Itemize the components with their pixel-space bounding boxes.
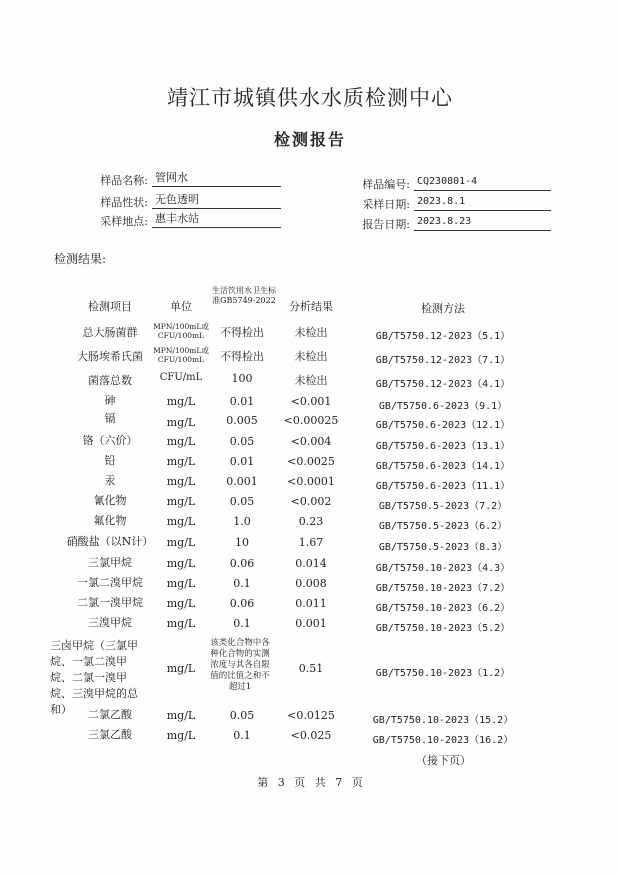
cell-item: 铬（六价） (82, 434, 138, 447)
cell-unit: mg/L (166, 577, 196, 590)
results-label: 检测结果: (54, 252, 107, 266)
cell-method: GB/T5750.10-2023（16.2） (372, 735, 514, 746)
organization-title: 靖江市城镇供水水质检测中心 (167, 86, 453, 110)
cell-method: GB/T5750.10-2023（5.2） (375, 623, 511, 634)
cell-method: GB/T5750.12-2023（7.1） (375, 355, 511, 366)
cell-unit: mg/L (166, 475, 196, 488)
column-header-method: 检测方法 (421, 302, 465, 315)
cell-unit: mg/L (166, 395, 196, 408)
cell-result: <0.002 (290, 495, 332, 508)
cell-standard: 该类化合物中各种化合物的实测浓度与其各自限值的比值之和不超过1 (210, 638, 270, 692)
cell-unit: mg/L (166, 597, 196, 610)
sample-name-value: 管网水 (152, 170, 281, 187)
sample-state-value: 无色透明 (152, 192, 281, 209)
cell-item: 三氯乙酸 (88, 728, 132, 741)
sample-date-label: 采样日期: (362, 198, 410, 211)
page-number: 第 3 页 共 7 页 (257, 776, 363, 789)
continued-note: （接下页） (416, 754, 471, 767)
cell-item: 三卤甲烷（三氯甲烷、一氯二溴甲烷、二氯一溴甲烷、三溴甲烷的总和） (50, 639, 138, 716)
cell-standard: 0.01 (229, 395, 255, 408)
cell-method: GB/T5750.6-2023（12.1） (375, 420, 511, 431)
cell-item: 镉 (104, 412, 116, 425)
cell-unit: CFU/mL (159, 372, 203, 383)
cell-item: 二氯一溴甲烷 (77, 596, 143, 609)
cell-item: 氟化物 (93, 514, 127, 527)
cell-unit: mg/L (166, 416, 196, 429)
cell-method: GB/T5750.5-2023（6.2） (378, 521, 508, 532)
cell-item: 大肠埃希氏菌 (77, 350, 143, 363)
cell-standard: 0.005 (226, 414, 258, 427)
cell-method: GB/T5750.10-2023（1.2） (375, 668, 511, 679)
cell-standard: 0.1 (233, 729, 251, 742)
sample-state-label: 样品性状: (100, 196, 148, 209)
cell-item: 汞 (104, 474, 116, 487)
cell-standard: 0.05 (229, 435, 255, 448)
cell-unit: mg/L (166, 709, 196, 722)
cell-item: 三氯甲烷 (88, 556, 132, 569)
cell-standard: 0.05 (229, 709, 255, 722)
cell-item: 三溴甲烷 (88, 616, 132, 629)
sample-site-label: 采样地点: (100, 215, 148, 228)
cell-result: 0.008 (295, 577, 327, 590)
cell-method: GB/T5750.5-2023（8.3） (378, 542, 508, 553)
cell-item: 二氯乙酸 (88, 708, 132, 721)
cell-standard: 100 (231, 372, 253, 385)
report-date-value: 2023.8.23 (414, 214, 551, 231)
cell-standard: 0.1 (233, 577, 251, 590)
column-header-item: 检测项目 (88, 300, 132, 313)
cell-result: 1.67 (298, 536, 324, 549)
cell-item: 一氯二溴甲烷 (77, 576, 143, 589)
cell-standard: 1.0 (233, 515, 251, 528)
cell-unit: mg/L (166, 729, 196, 742)
cell-result: <0.0125 (287, 709, 335, 722)
cell-standard: 0.01 (229, 455, 255, 468)
cell-item: 硝酸盐（以N计） (66, 535, 154, 548)
cell-method: GB/T5750.12-2023（4.1） (375, 379, 511, 390)
cell-item: 氰化物 (93, 494, 127, 507)
cell-standard: 不得检出 (220, 326, 264, 339)
cell-unit: mg/L (166, 495, 196, 508)
cell-result: 0.011 (295, 597, 327, 610)
cell-method: GB/T5750.10-2023（15.2） (372, 715, 514, 726)
cell-unit: mg/L (166, 536, 196, 549)
cell-unit: MPN/100mL或CFU/100mL (153, 346, 209, 364)
cell-item: 总大肠菌群 (82, 326, 138, 339)
cell-method: GB/T5750.6-2023（9.1） (378, 401, 508, 412)
cell-result: 未检出 (294, 374, 328, 387)
cell-standard: 0.1 (233, 617, 251, 630)
cell-result: 未检出 (294, 326, 328, 339)
cell-result: <0.004 (290, 435, 332, 448)
cell-method: GB/T5750.6-2023（14.1） (375, 461, 511, 472)
cell-method: GB/T5750.10-2023（4.3） (375, 563, 511, 574)
cell-standard: 0.001 (226, 475, 258, 488)
cell-unit: mg/L (166, 617, 196, 630)
sample-no-label: 样品编号: (362, 178, 410, 191)
column-header-result: 分析结果 (289, 300, 333, 313)
cell-unit: mg/L (166, 662, 196, 675)
cell-standard: 0.05 (229, 495, 255, 508)
report-title: 检测报告 (273, 130, 346, 149)
column-header-standard: 生活饮用水卫生标准GB5749-2022 (212, 286, 276, 305)
cell-unit: mg/L (166, 515, 196, 528)
cell-method: GB/T5750.6-2023（13.1） (375, 441, 511, 452)
cell-result: <0.0025 (287, 455, 335, 468)
sample-name-label: 样品名称: (100, 174, 148, 187)
cell-result: <0.0001 (287, 475, 335, 488)
cell-item: 砷 (104, 394, 116, 407)
cell-result: 未检出 (294, 350, 328, 363)
report-date-label: 报告日期: (362, 218, 410, 231)
cell-item: 铅 (104, 454, 116, 467)
cell-result: <0.00025 (283, 414, 339, 427)
cell-method: GB/T5750.12-2023（5.1） (375, 331, 511, 342)
cell-result: <0.001 (290, 395, 332, 408)
cell-standard: 0.06 (229, 597, 255, 610)
cell-method: GB/T5750.5-2023（7.2） (378, 501, 508, 512)
sample-no-value: CQ230801-4 (414, 174, 551, 191)
cell-unit: mg/L (166, 435, 196, 448)
sample-date-value: 2023.8.1 (414, 194, 551, 211)
cell-standard: 不得检出 (220, 350, 264, 363)
cell-method: GB/T5750.10-2023（7.2） (375, 583, 511, 594)
cell-standard: 10 (235, 536, 249, 549)
cell-unit: MPN/100mL或CFU/100mL (153, 322, 209, 340)
cell-result: 0.001 (295, 617, 327, 630)
column-header-unit: 单位 (170, 300, 192, 313)
cell-item: 菌落总数 (88, 374, 132, 387)
cell-unit: mg/L (166, 455, 196, 468)
sample-site-value: 惠丰水站 (152, 211, 281, 228)
cell-method: GB/T5750.10-2023（6.2） (375, 603, 511, 614)
cell-result: <0.025 (290, 729, 332, 742)
cell-standard: 0.06 (229, 557, 255, 570)
cell-unit: mg/L (166, 557, 196, 570)
cell-result: 0.014 (295, 557, 327, 570)
cell-result: 0.23 (298, 515, 324, 528)
cell-result: 0.51 (298, 662, 324, 675)
cell-method: GB/T5750.6-2023（11.1） (375, 481, 511, 492)
